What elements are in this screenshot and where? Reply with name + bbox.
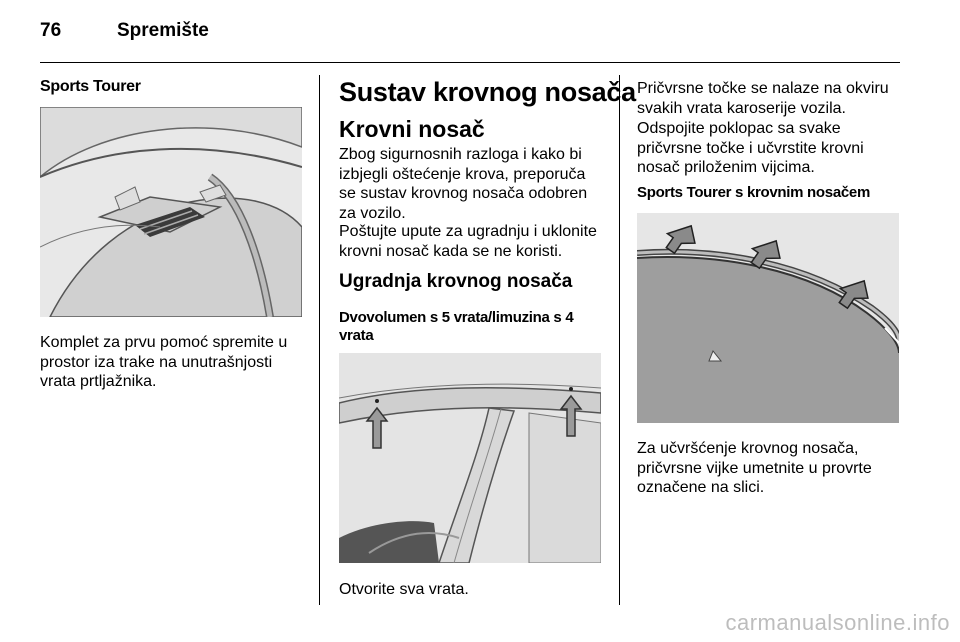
header-divider [40, 62, 900, 63]
tailgate-illustration [40, 107, 302, 317]
caption-mounting-bolts: Za učvršćenje krovnog nosača, pričvrsne vijke umetnite u provrte označene na slici. [637, 440, 872, 496]
door-frame-illustration [339, 353, 601, 563]
paragraph-mounting-points: Pričvrsne točke se nalaze na okviru svakih vrata karoserije vozila. [637, 80, 889, 117]
paragraph-detach-cover: Odspojite poklopac sa svake pričvrsne točke i učvrstite krovni nosač priloženim vijcima. [637, 120, 864, 176]
page-number: 76 [40, 20, 62, 41]
section-installing-roof-rack: Ugradnja krovnog nosača [339, 271, 573, 292]
paragraph-safety-note: Zbog sigurnosnih razloga i kako bi izbjegli oštećenje krova, preporuča se sustav krovnog nosača odobren za vozilo. [339, 146, 588, 222]
column-divider-left [319, 75, 320, 605]
column-divider-right [619, 75, 620, 605]
paragraph-installation-instructions: Poštujte upute za ugradnju i uklonite krovni nosač kada se ne koristi. [339, 223, 597, 260]
subtitle-roof-rack: Krovni nosač [339, 116, 485, 142]
watermark: carmanualsonline.info [725, 610, 950, 635]
chapter-title: Spremište [117, 20, 209, 41]
figure-roof-rails [637, 213, 899, 423]
section-heading-sports-tourer: Sports Tourer [40, 78, 141, 95]
caption-first-aid-kit: Komplet za prvu pomoć spremite u prostor iza trake na unutrašnjosti vrata prtljažnika. [40, 334, 288, 390]
title-roof-rack-system: Sustav krovnog nosača [339, 77, 636, 107]
roof-rails-illustration [637, 213, 899, 423]
figure-door-frame-mounting [339, 353, 601, 563]
figure-tailgate-interior [40, 107, 302, 317]
heading-sports-tourer-with-rails: Sports Tourer s krovnim nosačem [637, 184, 870, 201]
caption-open-all-doors: Otvorite sva vrata. [339, 581, 469, 598]
subsection-hatchback-sedan: Dvovolumen s 5 vrata/limuzina s 4 vrata [339, 309, 574, 344]
